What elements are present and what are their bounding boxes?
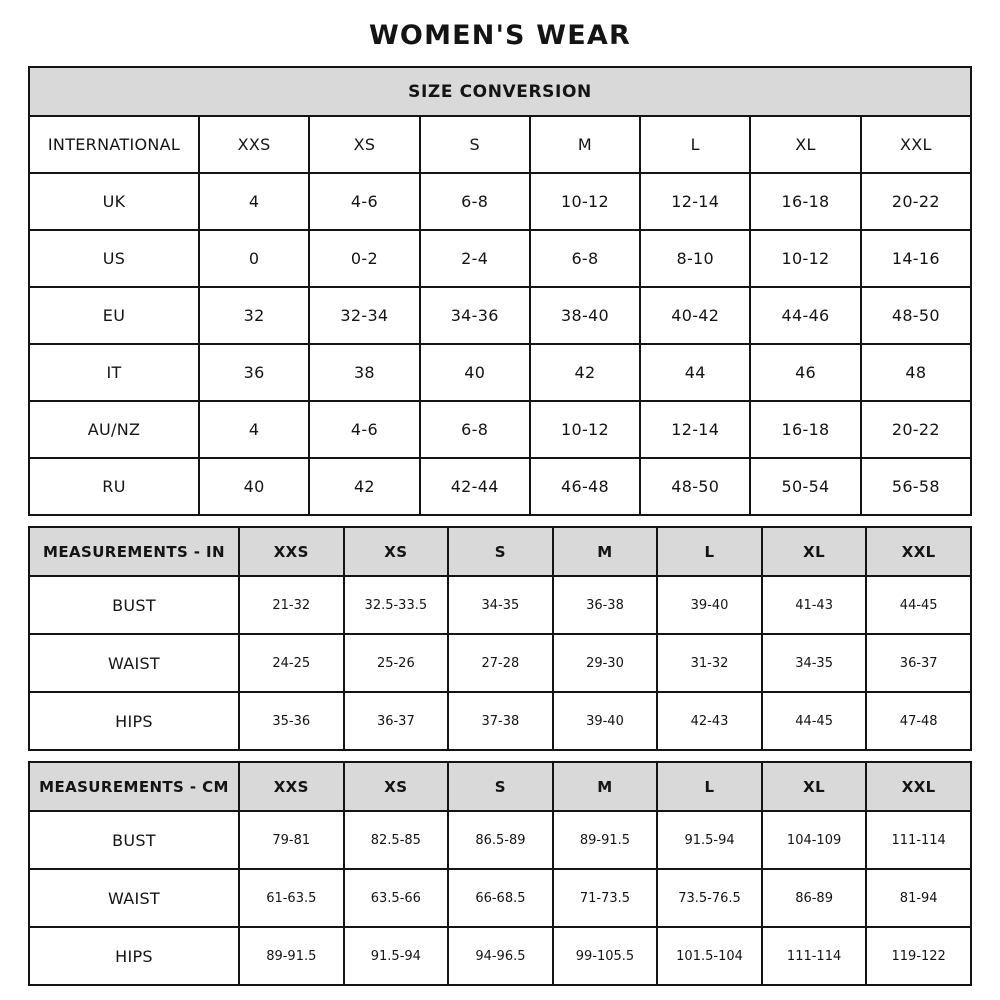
column-header: L bbox=[657, 762, 762, 811]
column-header: L bbox=[640, 116, 750, 173]
column-header: XXL bbox=[866, 762, 971, 811]
size-cell: 48-50 bbox=[640, 458, 750, 515]
size-conversion-title: SIZE CONVERSION bbox=[29, 67, 971, 116]
measure-header-row bbox=[29, 527, 971, 576]
column-header: S bbox=[448, 762, 553, 811]
measure-cell: 82.5-85 bbox=[344, 811, 449, 869]
size-cell: 42-44 bbox=[420, 458, 530, 515]
measurements-in-table bbox=[28, 526, 972, 751]
table-row bbox=[29, 344, 971, 401]
row-label: WAIST bbox=[29, 869, 239, 927]
measure-cell: 89-91.5 bbox=[553, 811, 658, 869]
measure-cell: 94-96.5 bbox=[448, 927, 553, 985]
measure-cell: 42-43 bbox=[657, 692, 762, 750]
size-cell: 6-8 bbox=[530, 230, 640, 287]
measure-cell: 111-114 bbox=[762, 927, 867, 985]
measure-cell: 25-26 bbox=[344, 634, 449, 692]
measurements-in-body bbox=[29, 527, 971, 750]
column-header-row bbox=[29, 116, 971, 173]
size-cell: 16-18 bbox=[750, 401, 860, 458]
measure-cell: 35-36 bbox=[239, 692, 344, 750]
measure-cell: 91.5-94 bbox=[657, 811, 762, 869]
size-cell: 12-14 bbox=[640, 401, 750, 458]
column-header: XL bbox=[750, 116, 860, 173]
measure-cell: 66-68.5 bbox=[448, 869, 553, 927]
size-cell: 44-46 bbox=[750, 287, 860, 344]
measure-cell: 104-109 bbox=[762, 811, 867, 869]
table-row bbox=[29, 287, 971, 344]
table-row bbox=[29, 173, 971, 230]
row-label: AU/NZ bbox=[29, 401, 199, 458]
size-cell: 2-4 bbox=[420, 230, 530, 287]
size-cell: 0-2 bbox=[309, 230, 419, 287]
size-cell: 6-8 bbox=[420, 173, 530, 230]
column-header: M bbox=[553, 527, 658, 576]
size-cell: 10-12 bbox=[530, 401, 640, 458]
size-cell: 48 bbox=[861, 344, 971, 401]
measure-cell: 44-45 bbox=[762, 692, 867, 750]
size-cell: 40-42 bbox=[640, 287, 750, 344]
column-header: M bbox=[553, 762, 658, 811]
measure-cell: 111-114 bbox=[866, 811, 971, 869]
measure-cell: 36-37 bbox=[344, 692, 449, 750]
column-header: M bbox=[530, 116, 640, 173]
measure-cell: 39-40 bbox=[553, 692, 658, 750]
column-header: XS bbox=[344, 527, 449, 576]
column-header: XL bbox=[762, 762, 867, 811]
size-cell: 4 bbox=[199, 173, 309, 230]
size-cell: 10-12 bbox=[530, 173, 640, 230]
column-header: XXS bbox=[239, 762, 344, 811]
table-row bbox=[29, 927, 971, 985]
column-header: S bbox=[420, 116, 530, 173]
table-row bbox=[29, 869, 971, 927]
size-cell: 16-18 bbox=[750, 173, 860, 230]
measure-cell: 47-48 bbox=[866, 692, 971, 750]
measure-cell: 71-73.5 bbox=[553, 869, 658, 927]
size-cell: 4 bbox=[199, 401, 309, 458]
row-label: RU bbox=[29, 458, 199, 515]
size-cell: 38-40 bbox=[530, 287, 640, 344]
measure-cell: 86-89 bbox=[762, 869, 867, 927]
column-header: L bbox=[657, 527, 762, 576]
size-cell: 12-14 bbox=[640, 173, 750, 230]
table-row bbox=[29, 230, 971, 287]
measure-cell: 79-81 bbox=[239, 811, 344, 869]
measure-cell: 29-30 bbox=[553, 634, 658, 692]
column-header: XS bbox=[344, 762, 449, 811]
size-cell: 32-34 bbox=[309, 287, 419, 344]
size-cell: 4-6 bbox=[309, 173, 419, 230]
measure-cell: 99-105.5 bbox=[553, 927, 658, 985]
size-cell: 34-36 bbox=[420, 287, 530, 344]
measure-cell: 89-91.5 bbox=[239, 927, 344, 985]
size-cell: 14-16 bbox=[861, 230, 971, 287]
size-cell: 42 bbox=[309, 458, 419, 515]
size-cell: 10-12 bbox=[750, 230, 860, 287]
column-header: S bbox=[448, 527, 553, 576]
measurements-cm-table bbox=[28, 761, 972, 986]
measurements-in-title: MEASUREMENTS - IN bbox=[29, 527, 239, 576]
size-cell: 4-6 bbox=[309, 401, 419, 458]
row-label: IT bbox=[29, 344, 199, 401]
size-cell: 40 bbox=[420, 344, 530, 401]
measure-cell: 81-94 bbox=[866, 869, 971, 927]
measure-cell: 63.5-66 bbox=[344, 869, 449, 927]
row-label: BUST bbox=[29, 811, 239, 869]
measure-cell: 91.5-94 bbox=[344, 927, 449, 985]
table-row bbox=[29, 634, 971, 692]
column-header: XXL bbox=[861, 116, 971, 173]
measure-cell: 73.5-76.5 bbox=[657, 869, 762, 927]
row-label: UK bbox=[29, 173, 199, 230]
column-header: XXS bbox=[239, 527, 344, 576]
size-cell: 50-54 bbox=[750, 458, 860, 515]
measurements-cm-body bbox=[29, 762, 971, 985]
size-cell: 38 bbox=[309, 344, 419, 401]
measure-cell: 34-35 bbox=[448, 576, 553, 634]
size-cell: 32 bbox=[199, 287, 309, 344]
table-row bbox=[29, 692, 971, 750]
measure-cell: 34-35 bbox=[762, 634, 867, 692]
size-cell: 48-50 bbox=[861, 287, 971, 344]
measure-header-row bbox=[29, 762, 971, 811]
table-title-row bbox=[29, 67, 971, 116]
measure-cell: 36-38 bbox=[553, 576, 658, 634]
measure-cell: 119-122 bbox=[866, 927, 971, 985]
measure-cell: 36-37 bbox=[866, 634, 971, 692]
measure-cell: 37-38 bbox=[448, 692, 553, 750]
row-label: HIPS bbox=[29, 692, 239, 750]
size-cell: 20-22 bbox=[861, 401, 971, 458]
measure-cell: 27-28 bbox=[448, 634, 553, 692]
size-cell: 0 bbox=[199, 230, 309, 287]
size-cell: 36 bbox=[199, 344, 309, 401]
table-row bbox=[29, 458, 971, 515]
table-row bbox=[29, 576, 971, 634]
size-conversion-table bbox=[28, 66, 972, 516]
row-label: BUST bbox=[29, 576, 239, 634]
size-cell: 8-10 bbox=[640, 230, 750, 287]
row-label: EU bbox=[29, 287, 199, 344]
page-title: WOMEN'S WEAR bbox=[368, 20, 632, 51]
measure-cell: 86.5-89 bbox=[448, 811, 553, 869]
size-cell: 56-58 bbox=[861, 458, 971, 515]
measure-cell: 101.5-104 bbox=[657, 927, 762, 985]
measure-cell: 41-43 bbox=[762, 576, 867, 634]
row-label: US bbox=[29, 230, 199, 287]
size-cell: 44 bbox=[640, 344, 750, 401]
measure-cell: 21-32 bbox=[239, 576, 344, 634]
row-label: INTERNATIONAL bbox=[29, 116, 199, 173]
size-cell: 20-22 bbox=[861, 173, 971, 230]
size-conversion-body bbox=[29, 67, 971, 515]
size-cell: 46-48 bbox=[530, 458, 640, 515]
measure-cell: 61-63.5 bbox=[239, 869, 344, 927]
size-cell: 42 bbox=[530, 344, 640, 401]
measure-cell: 24-25 bbox=[239, 634, 344, 692]
row-label: WAIST bbox=[29, 634, 239, 692]
size-cell: 46 bbox=[750, 344, 860, 401]
size-cell: 40 bbox=[199, 458, 309, 515]
measure-cell: 44-45 bbox=[866, 576, 971, 634]
table-row bbox=[29, 401, 971, 458]
table-row bbox=[29, 811, 971, 869]
size-cell: 6-8 bbox=[420, 401, 530, 458]
measure-cell: 39-40 bbox=[657, 576, 762, 634]
column-header: XXL bbox=[866, 527, 971, 576]
column-header: XS bbox=[309, 116, 419, 173]
row-label: HIPS bbox=[29, 927, 239, 985]
column-header: XL bbox=[762, 527, 867, 576]
measure-cell: 32.5-33.5 bbox=[344, 576, 449, 634]
measurements-cm-title: MEASUREMENTS - CM bbox=[29, 762, 239, 811]
measure-cell: 31-32 bbox=[657, 634, 762, 692]
column-header: XXS bbox=[199, 116, 309, 173]
